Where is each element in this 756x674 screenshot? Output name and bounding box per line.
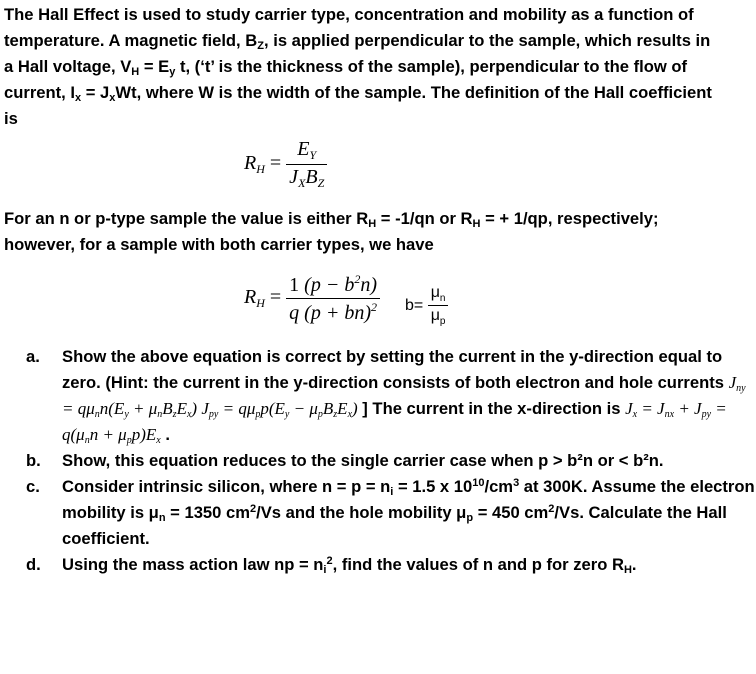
question-d-sub-h: H <box>623 564 632 576</box>
sub-z: Z <box>257 40 264 52</box>
eq3-num-sub: n <box>439 293 446 305</box>
sub-y-2: y <box>284 409 290 420</box>
eq1-num-sub: Y <box>309 148 317 162</box>
intro-text-5: = J <box>81 83 110 102</box>
question-a <box>26 344 756 448</box>
jny-rhs6: ) <box>191 399 198 418</box>
question-b-text: Show, this equation reduces to the single carrier case when p > b²n or < b²n. <box>62 451 664 470</box>
jpy-rhs5: E <box>337 399 348 418</box>
jx-rhs3: = q(μ <box>62 399 727 444</box>
eq3-b: b= <box>405 296 424 314</box>
eq3-denominator <box>428 306 449 327</box>
question-a-text-2: ] The current in the x-direction is <box>357 399 626 418</box>
jpy-rhs: = qμ <box>218 399 256 418</box>
eq2-denominator <box>286 299 380 325</box>
question-c-text-2: = 1.5 x 10 <box>393 477 473 496</box>
sub-y: y <box>169 66 176 78</box>
eq1-equals: = <box>269 152 282 175</box>
mobility-ratio-equation <box>405 284 448 327</box>
sub-n-1: n <box>94 409 100 420</box>
intro-text-1: The Hall Effect is used to study carrier type, concentration and mobility as a function of temperature. A magnetic field, B <box>4 5 694 50</box>
two-carrier-equation <box>244 272 380 325</box>
question-a-text-1: Show the above equation is correct by setting the current in the y-direction equal to zero. (Hint: the current in the y-direction consists of both electron and hole currents <box>62 347 729 392</box>
mid-text-1: For an n or p-type sample the value is either R <box>4 209 369 228</box>
question-c-text-1: Consider intrinsic silicon, where n = p = n <box>62 477 391 496</box>
sub-p-2: p <box>317 409 323 420</box>
jny-rhs2: n(E <box>99 399 125 418</box>
eq2-lhs: R <box>244 286 257 309</box>
sub-p-1: p <box>255 409 261 420</box>
jx: J <box>625 399 633 418</box>
eq3-den: μ <box>430 307 440 325</box>
sub-z-2: z <box>333 409 338 420</box>
sub-nx: nx <box>664 409 675 420</box>
intro-paragraph <box>4 2 718 132</box>
question-d-sup-2: 2 <box>326 555 333 567</box>
eq1-num-e: E <box>297 138 310 160</box>
question-c-text-7: = 450 cm <box>473 503 549 522</box>
eq2-lhs-sub: H <box>256 296 265 311</box>
mid-text-2: = -1/qn or R <box>376 209 473 228</box>
jny-rhs4: B <box>162 399 173 418</box>
question-a-text-3: . <box>160 425 170 444</box>
jny-rhs3: + μ <box>128 399 158 418</box>
hall-coefficient-equation <box>244 138 327 191</box>
eq1-den-j: J <box>289 166 299 188</box>
mid-sub-h-2: H <box>472 218 481 230</box>
question-c-sub-i: i <box>390 486 394 498</box>
question-c-sup-2b: 2 <box>548 503 555 515</box>
question-list <box>22 344 756 578</box>
sub-x-2b: x <box>347 409 353 420</box>
jpy-rhs3: − μ <box>289 399 318 418</box>
jny-rhs5: E <box>176 399 187 418</box>
sub-x-2: x <box>109 92 116 104</box>
jny-sub: ny <box>736 383 746 394</box>
jpy: J <box>197 399 209 418</box>
intro-text-6: Wt, where W is the width of the sample. The definition of the Hall coefficient is <box>4 83 712 128</box>
eq2-num-end: n) <box>360 274 377 296</box>
sub-x-1: x <box>186 409 192 420</box>
question-d-marker: d. <box>26 555 41 574</box>
eq2-fraction <box>286 272 380 325</box>
question-d-text-3: . <box>631 555 637 574</box>
question-c-text-5: = 1350 cm <box>165 503 250 522</box>
jpy-rhs4: B <box>322 399 334 418</box>
eq2-num-sup: 2 <box>354 272 361 286</box>
question-c-text-6: /Vs and the hole mobility μ <box>256 503 467 522</box>
mid-sub-h: H <box>368 218 377 230</box>
question-c-marker: c. <box>26 477 40 496</box>
question-c-sup-3: 3 <box>513 477 520 489</box>
eq2-q: q <box>289 302 300 324</box>
eq2-one: 1 <box>289 274 300 296</box>
jx-rhs: = J <box>637 399 665 418</box>
eq1-denominator <box>286 165 327 191</box>
eq2-equals: = <box>269 286 282 309</box>
sub-z-1: z <box>172 409 177 420</box>
question-c-text-4: at 300K. Assume the electron mobility is μ <box>62 477 755 522</box>
eq2-numerator <box>286 272 380 299</box>
intro-text-2: , is applied perpendicular to the sample, which results in a Hall voltage, V <box>4 31 711 76</box>
question-b-marker: b. <box>26 451 41 470</box>
eq2-num: (p − b <box>304 274 355 296</box>
question-c <box>26 474 756 552</box>
question-c-sub-p: p <box>466 512 474 524</box>
question-d-text-2: , find the values of n and p for zero R <box>332 555 624 574</box>
jny-rhs: = qμ <box>62 399 95 418</box>
sub-h: H <box>131 66 140 78</box>
sub-x: x <box>75 92 82 104</box>
eq1-den-b: B <box>305 166 318 188</box>
jny: J <box>728 373 737 392</box>
jpy-rhs6: ) <box>352 399 358 418</box>
question-a-marker: a. <box>26 347 40 366</box>
question-c-sup-2a: 2 <box>249 503 257 515</box>
intro-text-4: t, (‘t’ is the thickness of the sample), perpendicular to the flow of current, I <box>4 57 688 102</box>
sub-py: py <box>701 409 712 420</box>
sub-p-3: p <box>126 435 132 446</box>
eq1-lhs-sub: H <box>256 162 265 177</box>
question-c-text-3: /cm <box>484 477 514 496</box>
question-c-text-8: /Vs. Calculate the Hall coefficient. <box>62 503 727 548</box>
mid-paragraph <box>4 206 718 258</box>
intro-text-3: = E <box>139 57 170 76</box>
question-c-sub-n: n <box>158 512 166 524</box>
sub-x-4: x <box>156 435 161 446</box>
eq3-fraction <box>428 284 449 327</box>
eq2-den: (p + bn) <box>304 302 371 324</box>
question-d-text-1: Using the mass action law np = n <box>62 555 324 574</box>
question-c-sup-10: 10 <box>472 477 485 489</box>
eq2-den-sup: 2 <box>371 300 377 314</box>
eq1-lhs: R <box>244 152 257 175</box>
sub-x-3: x <box>632 409 638 420</box>
sub-y-1: y <box>124 409 129 420</box>
jx-rhs2: + J <box>674 399 702 418</box>
eq3-den-sub: p <box>439 316 446 328</box>
sub-n-3: n <box>84 435 90 446</box>
jpy-rhs2: p(E <box>260 399 285 418</box>
eq3-num: μ <box>430 284 440 301</box>
eq3-numerator <box>428 284 449 306</box>
jx-rhs5: p)E <box>131 425 157 444</box>
question-d <box>26 552 756 578</box>
jx-rhs4: n + μ <box>89 425 127 444</box>
mid-text-3: = + 1/qp, respectively; however, for a sample with both carrier types, we have <box>4 209 659 254</box>
eq1-den-j-sub: X <box>298 176 306 190</box>
eq1-numerator <box>286 138 327 165</box>
sub-n-2: n <box>157 409 163 420</box>
eq1-den-b-sub: Z <box>317 176 325 190</box>
eq1-fraction <box>286 138 327 191</box>
question-d-sub-i: i <box>323 564 327 576</box>
jpy-sub: py <box>208 409 219 420</box>
question-b <box>26 448 756 474</box>
